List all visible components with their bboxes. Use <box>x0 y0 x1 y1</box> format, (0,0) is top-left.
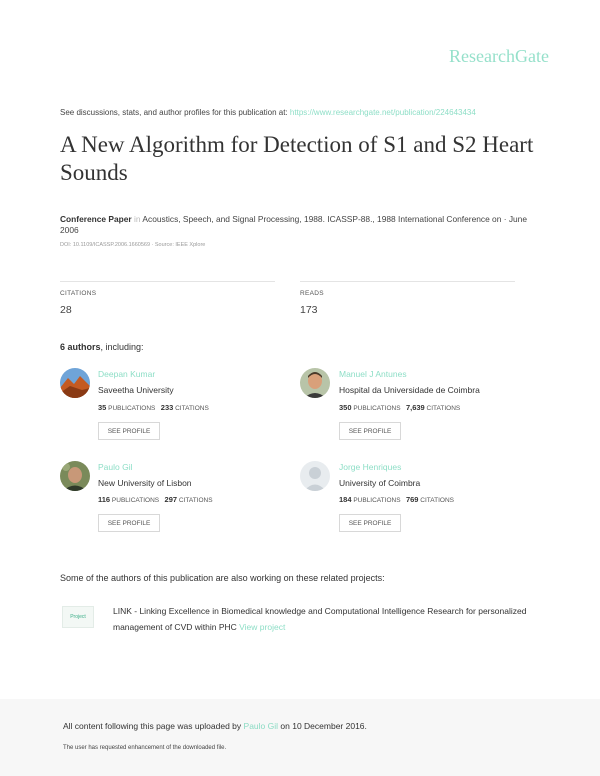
discussion-text: See discussions, stats, and author profiles for this publication at: <box>60 108 288 117</box>
publications-count: 35 <box>98 403 107 412</box>
researchgate-logo[interactable]: ResearchGate <box>449 46 549 66</box>
author-avatar[interactable] <box>60 368 90 398</box>
publication-title: A New Algorithm for Detection of S1 and S2 Heart Sounds <box>60 132 534 185</box>
doi-source: DOI: 10.1109/ICASSP.2006.1660569 · Source: IEEE Xplore <box>60 242 206 248</box>
author-avatar[interactable] <box>300 461 330 491</box>
citations-count: 233 <box>160 403 174 412</box>
footer-panel <box>0 699 600 776</box>
author-stats <box>339 403 460 412</box>
citations-label: CITATIONS <box>178 497 213 504</box>
publication-type: Conference Paper <box>60 214 132 224</box>
avatar-portrait-icon <box>300 368 330 398</box>
authors-count: 6 authors <box>60 342 101 352</box>
author-institution: Hospital da Universidade de Coimbra <box>339 385 480 395</box>
author-institution: New University of Lisbon <box>98 478 192 488</box>
publication-venue: Acoustics, Speech, and Signal Processing, 1988. ICASSP-88., 1988 International Conference on <box>142 214 502 224</box>
publications-label: PUBLICATIONS <box>353 405 401 412</box>
author-stats <box>339 495 454 504</box>
publications-label: PUBLICATIONS <box>353 497 401 504</box>
upload-prefix: All content following this page was uploaded by <box>63 721 242 731</box>
author-name-link[interactable]: Paulo Gil <box>98 462 133 472</box>
publications-label: PUBLICATIONS <box>111 497 160 504</box>
avatar-landscape-icon <box>60 368 90 398</box>
publication-url-link[interactable]: https://www.researchgate.net/publication/224643434 <box>289 108 476 117</box>
enhancement-note: The user has requested enhancement of the downloaded file. <box>63 745 227 751</box>
project-description <box>113 603 533 635</box>
citations-label: CITATIONS <box>175 405 209 412</box>
author-name-link[interactable]: Deepan Kumar <box>98 369 156 379</box>
view-project-link[interactable]: View project <box>239 622 286 632</box>
author-avatar[interactable] <box>300 368 330 398</box>
author-avatar[interactable] <box>60 461 90 491</box>
citations-label: CITATIONS <box>426 405 461 412</box>
citations-count: 297 <box>164 495 178 504</box>
citations-count: 769 <box>405 495 419 504</box>
divider <box>60 281 275 282</box>
publication-meta <box>60 214 545 236</box>
reads-label: READS <box>300 290 324 297</box>
reads-value: 173 <box>300 304 318 316</box>
see-profile-button[interactable]: SEE PROFILE <box>339 422 401 440</box>
citations-label: CITATIONS <box>420 497 454 504</box>
upload-info <box>63 721 367 731</box>
author-name-link[interactable]: Manuel J Antunes <box>339 369 407 379</box>
project-text: LINK - Linking Excellence in Biomedical knowledge and Computational Intelligence Research for personalized management of CVD within PHC <box>113 606 527 632</box>
publication-date: June 2006 <box>60 214 527 235</box>
publications-label: PUBLICATIONS <box>108 405 156 412</box>
citations-label: CITATIONS <box>60 290 97 297</box>
divider <box>300 281 515 282</box>
authors-suffix: , including: <box>100 342 144 352</box>
publications-count: 350 <box>339 403 352 412</box>
see-profile-button[interactable]: SEE PROFILE <box>98 422 160 440</box>
authors-heading <box>60 342 144 352</box>
author-name-link[interactable]: Jorge Henriques <box>339 462 402 472</box>
publications-count: 116 <box>98 495 111 504</box>
citations-count: 7,639 <box>405 403 425 412</box>
uploader-link[interactable]: Paulo Gil <box>243 721 279 731</box>
author-institution: Saveetha University <box>98 385 174 395</box>
discussion-line <box>60 108 476 117</box>
author-institution: University of Coimbra <box>339 478 421 488</box>
meta-separator: · <box>503 214 507 224</box>
citations-value: 28 <box>60 304 72 316</box>
author-stats <box>98 495 213 504</box>
upload-suffix: on 10 December 2016. <box>280 721 367 731</box>
project-thumbnail[interactable]: Project <box>62 606 94 628</box>
see-profile-button[interactable]: SEE PROFILE <box>339 514 401 532</box>
publications-count: 184 <box>339 495 352 504</box>
avatar-portrait-icon <box>60 461 90 491</box>
in-label: in <box>134 214 141 224</box>
default-user-icon <box>300 461 330 491</box>
author-stats <box>98 403 209 412</box>
related-projects-heading: Some of the authors of this publication are also working on these related projects: <box>60 573 385 583</box>
see-profile-button[interactable]: SEE PROFILE <box>98 514 160 532</box>
